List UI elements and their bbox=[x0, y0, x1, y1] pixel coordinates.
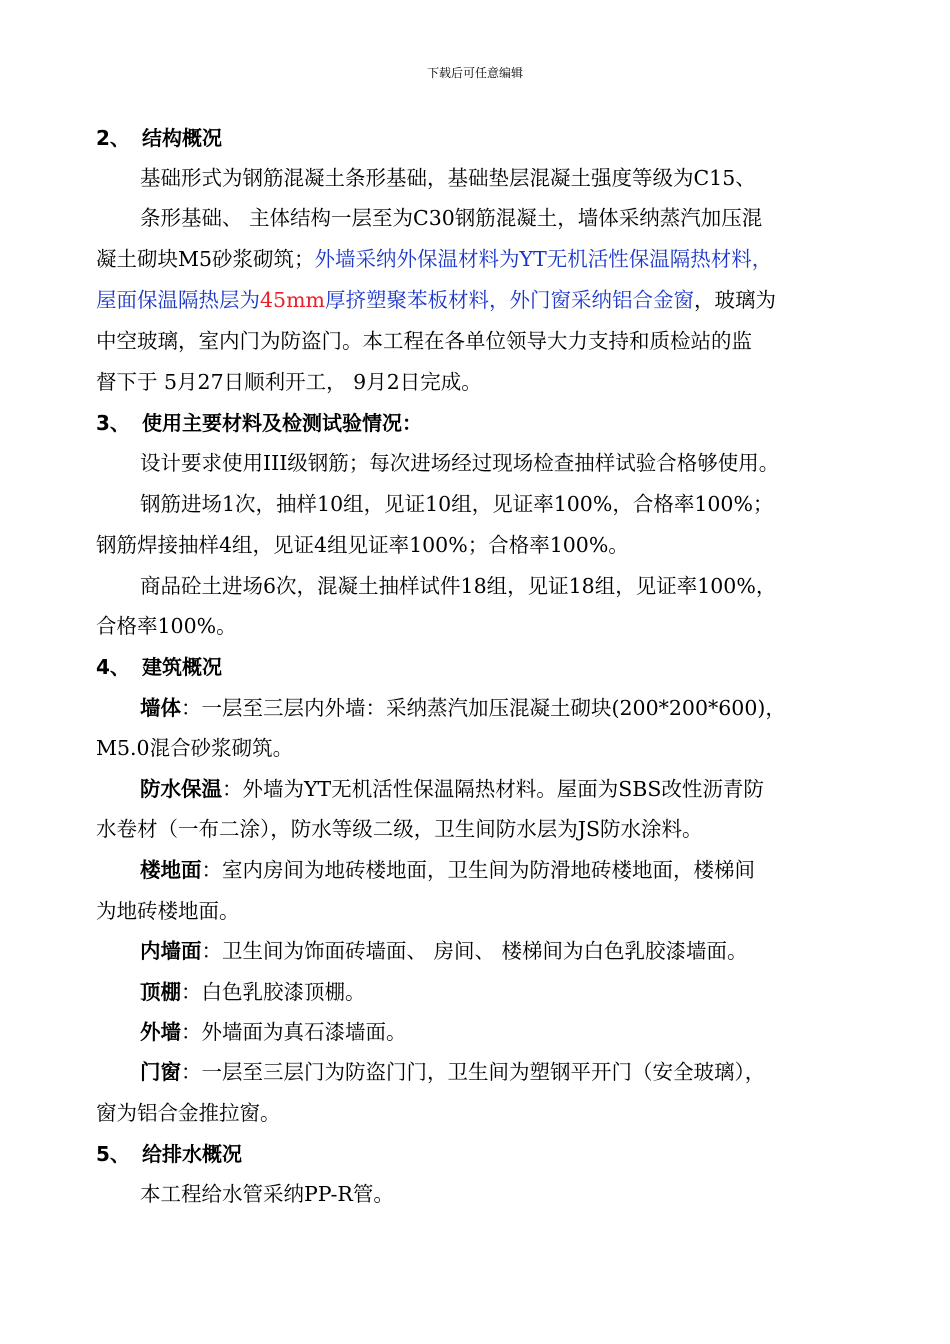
section-5-heading bbox=[96, 1140, 242, 1168]
page-header: 下载后可任意编辑 bbox=[426, 66, 523, 80]
doors-windows-line-2: 窗为铝合金推拉窗。 bbox=[96, 1101, 281, 1125]
inner-wall-line bbox=[140, 937, 748, 965]
section-2-line-3-highlight: 外墙采纳外保温材料为YT无机活性保温隔热材料， bbox=[314, 247, 773, 271]
outer-wall-label: 外墙 bbox=[140, 1020, 181, 1044]
section-2-line-6: 督下于 5月27日顺利开工， 9月2日完成。 bbox=[96, 370, 482, 394]
wall-label: 墙体 bbox=[140, 696, 181, 720]
waterproof-line-2: 水卷材（一布二涂），防水等级二级，卫生间防水层为JS防水涂料。 bbox=[96, 817, 703, 841]
ceiling-line bbox=[140, 978, 366, 1006]
outer-wall-line bbox=[140, 1018, 407, 1046]
section-2-line-4-text: ，玻璃为 bbox=[693, 288, 776, 312]
section-2-line-3 bbox=[96, 245, 772, 273]
section-2-line-2: 条形基础、 主体结构一层至为C30钢筋混凝土，墙体采纳蒸汽加压混 bbox=[140, 206, 763, 230]
doors-windows-label: 门窗 bbox=[140, 1060, 181, 1084]
doors-windows-text: ：一层至三层门为防盗门门，卫生间为塑钢平开门（安全玻璃）， bbox=[181, 1060, 766, 1084]
inner-wall-label: 内墙面 bbox=[140, 939, 202, 963]
section-3-line-2: 钢筋进场1次，抽样10组，见证10组，见证率100%，合格率100%； bbox=[140, 492, 774, 516]
floor-text: ：室内房间为地砖楼地面，卫生间为防滑地砖楼地面，楼梯间 bbox=[201, 858, 755, 882]
wall-text: ：一层至三层内外墙：采纳蒸汽加压混凝土砌块(200*200*600)， bbox=[181, 696, 786, 720]
section-2-number: 2、 bbox=[96, 126, 130, 150]
section-3-line-4: 商品砼土进场6次，混凝土抽样试件18组，见证18组，见证率100%， bbox=[140, 574, 777, 598]
section-2-line-4-highlight-a: 屋面保温隔热层为 bbox=[96, 288, 260, 312]
section-5-number: 5、 bbox=[96, 1142, 130, 1166]
section-4-number: 4、 bbox=[96, 655, 130, 679]
inner-wall-text: ：卫生间为饰面砖墙面、 房间、 楼梯间为白色乳胶漆墙面。 bbox=[201, 939, 748, 963]
floor-label: 楼地面 bbox=[140, 858, 202, 882]
section-2-line-1: 基础形式为钢筋混凝土条形基础，基础垫层混凝土强度等级为C15、 bbox=[140, 166, 756, 190]
wall-line bbox=[140, 694, 786, 722]
section-2-line-4-thickness: 45mm bbox=[260, 288, 325, 312]
ceiling-text: ：白色乳胶漆顶棚。 bbox=[181, 980, 366, 1004]
floor-line-2: 为地砖楼地面。 bbox=[96, 899, 240, 923]
section-4-heading bbox=[96, 653, 222, 681]
section-5-title: 给排水概况 bbox=[142, 1142, 242, 1166]
doors-windows-line bbox=[140, 1058, 765, 1086]
wall-line-2: M5.0混合砂浆砌筑。 bbox=[96, 736, 294, 760]
section-4-title: 建筑概况 bbox=[142, 655, 222, 679]
section-5-line-1: 本工程给水管采纳PP-R管。 bbox=[140, 1182, 394, 1206]
section-3-title: 使用主要材料及检测试验情况： bbox=[142, 411, 422, 435]
section-2-line-5: 中空玻璃，室内门为防盗门。本工程在各单位领导大力支持和质检站的监 bbox=[96, 329, 752, 353]
ceiling-label: 顶棚 bbox=[140, 980, 181, 1004]
floor-line bbox=[140, 856, 755, 884]
section-3-line-5: 合格率100%。 bbox=[96, 614, 237, 638]
section-2-heading bbox=[96, 124, 222, 152]
section-2-line-4-highlight-b: 厚挤塑聚苯板材料，外门窗采纳铝合金窗 bbox=[324, 288, 694, 312]
waterproof-label: 防水保温 bbox=[140, 777, 222, 801]
section-2-line-3-text: 凝土砌块M5砂浆砌筑； bbox=[96, 247, 315, 271]
section-2-line-4 bbox=[96, 286, 776, 314]
outer-wall-text: ：外墙面为真石漆墙面。 bbox=[181, 1020, 407, 1044]
section-3-line-3: 钢筋焊接抽样4组，见证4组见证率100%；合格率100%。 bbox=[96, 533, 629, 557]
section-3-heading bbox=[96, 409, 422, 437]
section-3-line-1: 设计要求使用III级钢筋；每次进场经过现场检查抽样试验合格够使用。 bbox=[140, 451, 780, 475]
section-2-title: 结构概况 bbox=[142, 126, 222, 150]
section-3-number: 3、 bbox=[96, 411, 130, 435]
waterproof-line bbox=[140, 775, 764, 803]
waterproof-text: ：外墙为YT无机活性保温隔热材料。屋面为SBS改性沥青防 bbox=[222, 777, 764, 801]
